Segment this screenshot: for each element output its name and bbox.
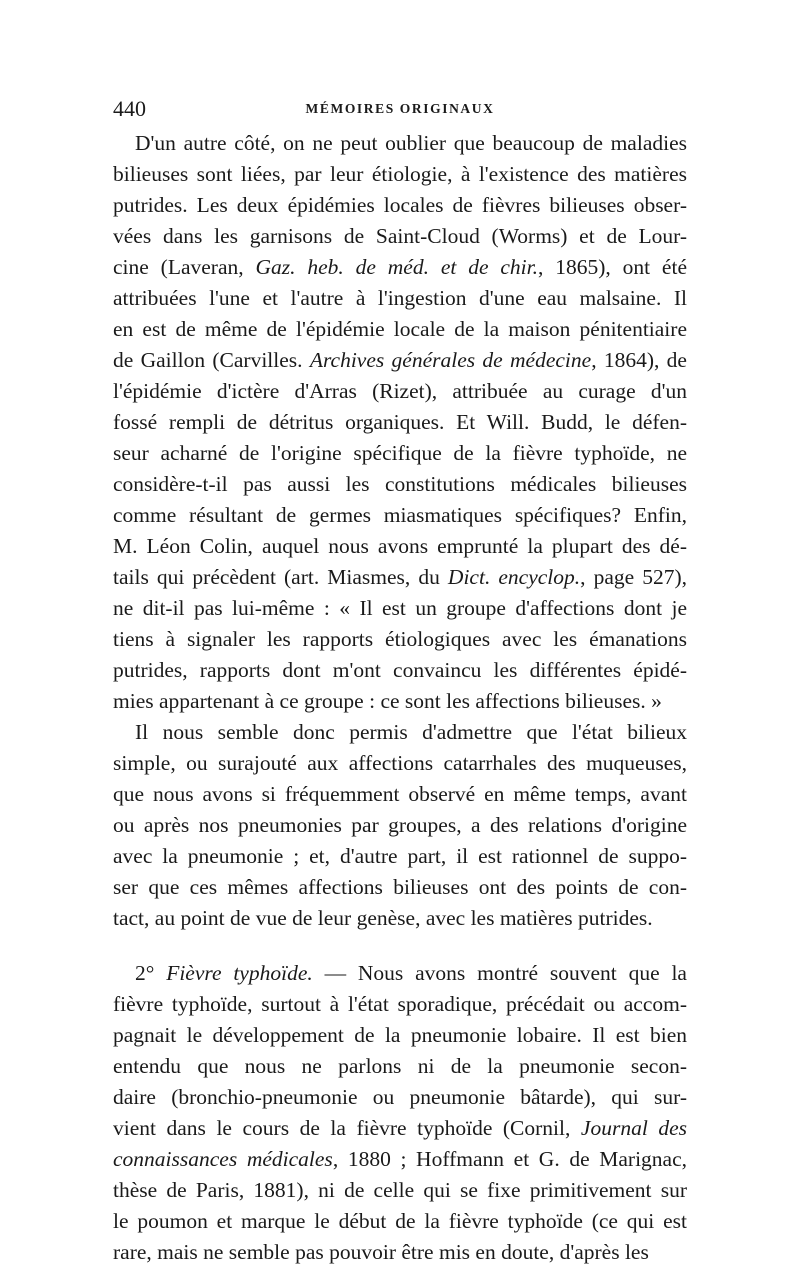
text-segment: vées dans les garnisons de Saint-Cloud (Worms) et de Lour- <box>113 224 687 248</box>
text-segment: de Gaillon (Carvilles. <box>113 348 310 372</box>
text-line <box>113 748 687 779</box>
italic-citation: Journal des <box>580 1116 687 1140</box>
text-line <box>113 779 687 810</box>
text-line <box>113 531 687 562</box>
text-line <box>113 1237 687 1268</box>
text-line <box>113 159 687 190</box>
text-line <box>113 1082 687 1113</box>
text-line <box>113 686 687 717</box>
page-header <box>113 96 687 126</box>
text-line <box>113 655 687 686</box>
text-line <box>113 562 687 593</box>
paragraph <box>113 128 687 717</box>
text-line <box>113 469 687 500</box>
text-segment: considère-t-il pas aussi les constitutions médicales bilieuses <box>113 472 687 496</box>
text-segment: , 1880 ; Hoffmann et G. de Marignac, <box>332 1147 687 1171</box>
text-segment: le poumon et marque le début de la fièvre typhoïde (ce qui est <box>113 1209 687 1233</box>
running-title: MÉMOIRES ORIGINAUX <box>305 101 495 116</box>
text-line <box>113 190 687 221</box>
text-line <box>113 958 687 989</box>
text-line <box>113 872 687 903</box>
text-line <box>113 283 687 314</box>
text-line <box>113 1206 687 1237</box>
text-segment: comme résultant de germes miasmatiques spécifiques? Enfin, <box>113 503 687 527</box>
italic-citation: Fièvre typhoïde. <box>166 961 313 985</box>
paragraph <box>113 717 687 934</box>
text-line <box>113 810 687 841</box>
text-segment: tails qui précèdent (art. Miasmes, du <box>113 565 448 589</box>
page-number: 440 <box>113 96 146 121</box>
text-segment: , 1864), de <box>591 348 687 372</box>
italic-citation: connaissances médicales <box>113 1147 333 1171</box>
text-line <box>113 1051 687 1082</box>
text-segment: , page 527), <box>580 565 687 589</box>
text-segment: ne dit-il pas lui-même : « Il est un groupe d'affections dont je <box>113 596 687 620</box>
text-segment: simple, ou surajouté aux affections catarrhales des muqueuses, <box>113 751 687 775</box>
text-segment: fossé rempli de détritus organiques. Et Will. Budd, le défen- <box>113 410 687 434</box>
text-segment: seur acharné de l'origine spécifique de la fièvre typhoïde, ne <box>113 441 687 465</box>
text-line <box>113 407 687 438</box>
text-segment: daire (bronchio-pneumonie ou pneumonie bâtarde), qui sur- <box>113 1085 687 1109</box>
text-line <box>113 1175 687 1206</box>
italic-citation: Archives générales de médecine <box>309 348 592 372</box>
text-line <box>113 841 687 872</box>
text-segment: putrides, rapports dont m'ont convaincu les différentes épidé- <box>113 658 687 682</box>
text-segment: 2° <box>135 961 167 985</box>
text-segment: tact, au point de vue de leur genèse, avec les matières putrides. <box>113 906 653 930</box>
text-segment: avec la pneumonie ; et, d'autre part, il est rationnel de suppo- <box>113 844 687 868</box>
text-line <box>113 376 687 407</box>
text-segment: pagnait le développement de la pneumonie lobaire. Il est bien <box>113 1023 687 1047</box>
text-line <box>113 314 687 345</box>
text-segment: rare, mais ne semble pas pouvoir être mis en doute, d'après les <box>113 1240 649 1264</box>
body-text <box>113 128 687 1268</box>
text-line <box>113 624 687 655</box>
text-line <box>113 593 687 624</box>
text-line <box>113 989 687 1020</box>
text-line <box>113 345 687 376</box>
text-line <box>113 717 687 748</box>
text-segment: mies appartenant à ce groupe : ce sont les affections bilieuses. » <box>113 689 662 713</box>
text-segment: en est de même de l'épidémie locale de la maison pénitentiaire <box>113 317 687 341</box>
text-line <box>113 128 687 159</box>
text-segment: — Nous avons montré souvent que la <box>312 961 687 985</box>
text-segment: que nous avons si fréquemment observé en même temps, avant <box>113 782 687 806</box>
text-segment: thèse de Paris, 1881), ni de celle qui se fixe primitivement sur <box>113 1178 687 1202</box>
text-segment: l'épidémie d'ictère d'Arras (Rizet), attribuée au curage d'un <box>113 379 687 403</box>
text-segment: D'un autre côté, on ne peut oublier que beaucoup de maladies <box>135 131 687 155</box>
text-segment: ser que ces mêmes affections bilieuses ont des points de con- <box>113 875 687 899</box>
text-line <box>113 252 687 283</box>
italic-citation: Gaz. heb. de méd. et de chir. <box>255 255 538 279</box>
section-gap <box>113 934 687 958</box>
text-segment: putrides. Les deux épidémies locales de fièvres bilieuses obser- <box>113 193 687 217</box>
text-segment: cine (Laveran, <box>113 255 256 279</box>
text-segment: , 1865), ont été <box>537 255 687 279</box>
text-segment: tiens à signaler les rapports étiologiques avec les émanations <box>113 627 687 651</box>
text-segment: attribuées l'une et l'autre à l'ingestion d'une eau malsaine. Il <box>113 286 687 310</box>
text-segment: ou après nos pneumonies par groupes, a des relations d'origine <box>113 813 687 837</box>
italic-citation: Dict. encyclop. <box>447 565 581 589</box>
text-segment: vient dans le cours de la fièvre typhoïde (Cornil, <box>113 1116 581 1140</box>
text-line <box>113 1020 687 1051</box>
text-segment: bilieuses sont liées, par leur étiologie, à l'existence des matières <box>113 162 687 186</box>
paragraph <box>113 958 687 1268</box>
text-segment: M. Léon Colin, auquel nous avons emprunté la plupart des dé- <box>113 534 687 558</box>
text-segment: fièvre typhoïde, surtout à l'état sporadique, précédait ou accom- <box>113 992 687 1016</box>
text-line <box>113 1113 687 1144</box>
text-line <box>113 903 687 934</box>
text-line <box>113 500 687 531</box>
text-line <box>113 1144 687 1175</box>
text-line <box>113 221 687 252</box>
text-segment: entendu que nous ne parlons ni de la pneumonie secon- <box>113 1054 687 1078</box>
text-line <box>113 438 687 469</box>
text-segment: Il nous semble donc permis d'admettre que l'état bilieux <box>135 720 687 744</box>
